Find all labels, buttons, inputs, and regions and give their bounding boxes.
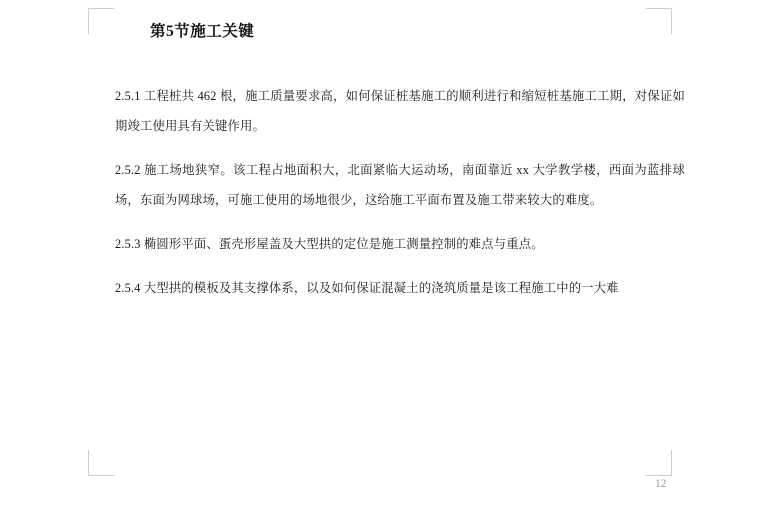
crop-mark-top-left bbox=[88, 8, 114, 34]
paragraph-2-5-2: 2.5.2 施工场地狭窄。该工程占地面积大，北面紧临大运动场，南面靠近 xx 大学教学楼，西面为蓝排球场，东面为网球场，可施工使用的场地很少，这给施工平面布置及施工带来较大的难度。 bbox=[115, 163, 685, 208]
paragraph-2-5-3: 2.5.3 椭圆形平面、蛋壳形屋盖及大型拱的定位是施工测量控制的难点与重点。 bbox=[115, 237, 544, 252]
page-number: 12 bbox=[655, 478, 667, 490]
crop-mark-bottom-left bbox=[88, 450, 114, 476]
crop-mark-bottom-right bbox=[646, 450, 672, 476]
paragraph-2-5-1: 2.5.1 工程桩共 462 根，施工质量要求高，如何保证桩基施工的顺利进行和缩短桩基施工工期，对保证如期竣工使用具有关键作用。 bbox=[115, 88, 685, 133]
section-title: 第5节施工关键 bbox=[150, 23, 255, 40]
paragraph-2-5-4: 2.5.4 大型拱的模板及其支撑体系，以及如何保证混凝土的浇筑质量是该工程施工中的一大难 bbox=[115, 281, 619, 296]
document-body bbox=[115, 10, 685, 304]
